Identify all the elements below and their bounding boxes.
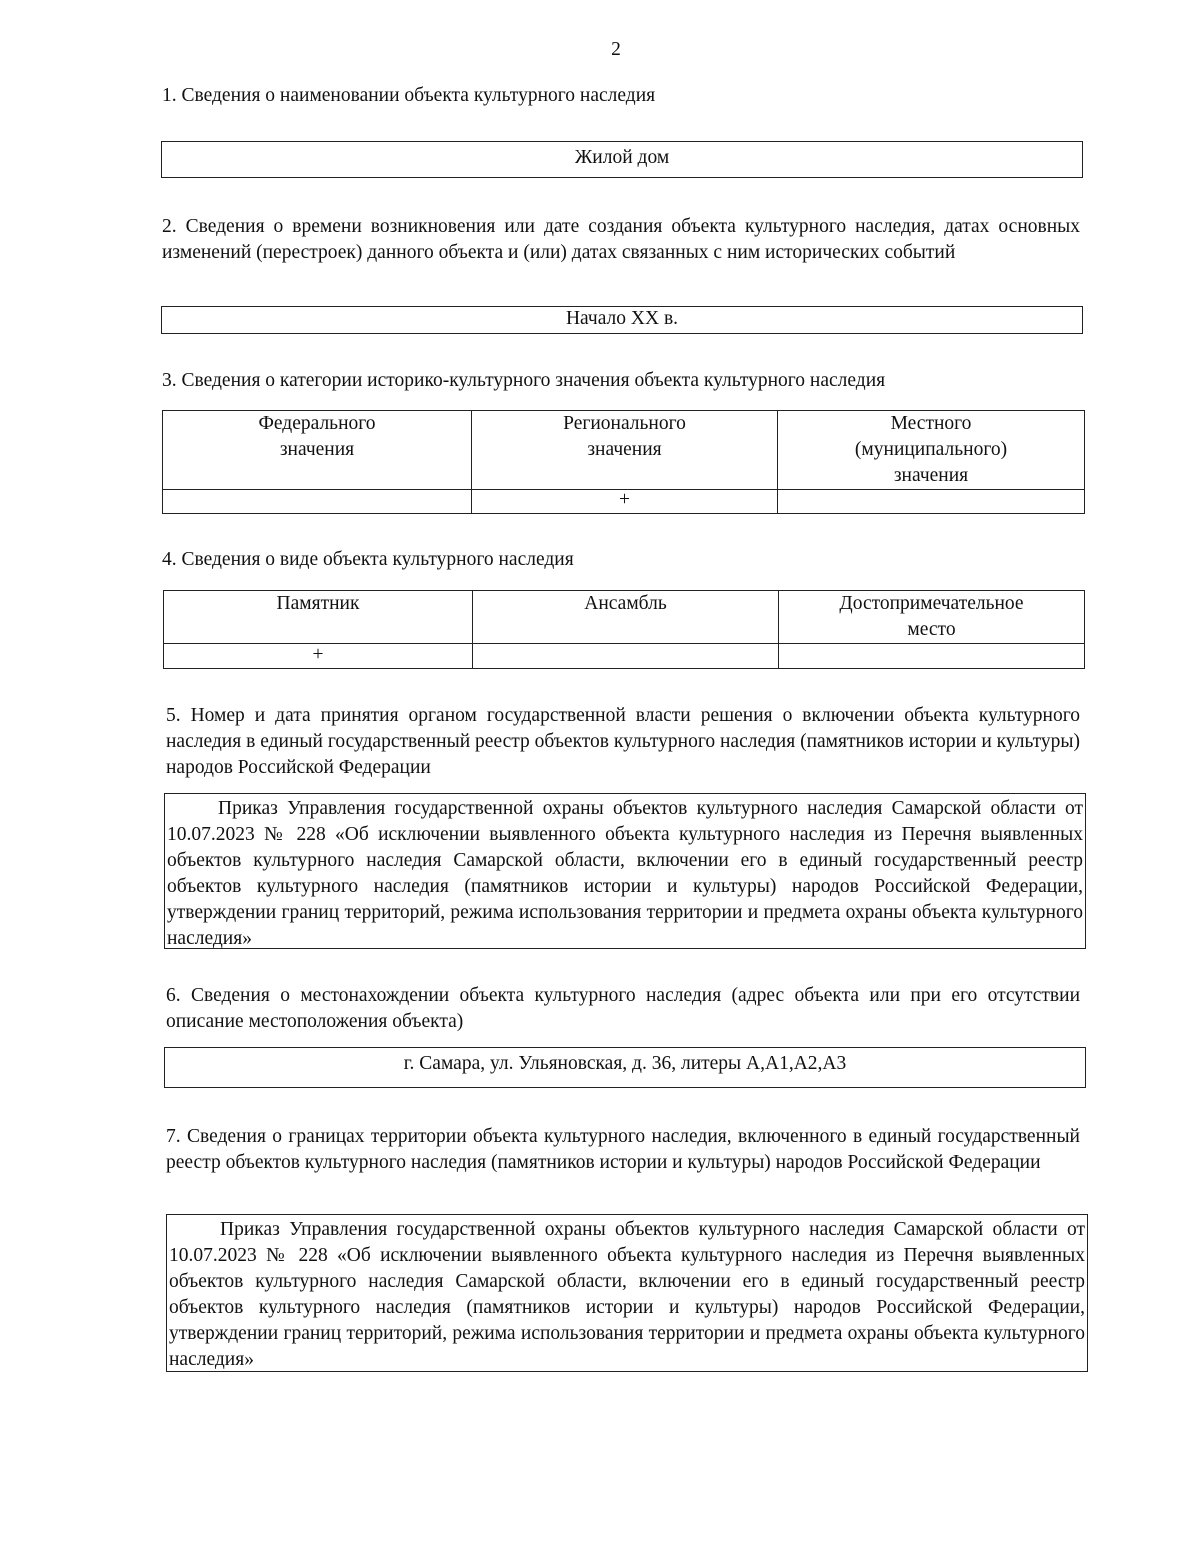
type-landmark-mark bbox=[779, 644, 1085, 669]
address-value: г. Самара, ул. Ульяновская, д. 36, литеры А,А1,А2,А3 bbox=[403, 1053, 847, 1074]
type-ensemble-mark bbox=[473, 644, 779, 669]
category-local-header: Местного (муниципального) значения bbox=[778, 411, 1085, 490]
section-7-heading: 7. Сведения о границах территории объекта культурного наследия, включенного в единый государственный реестр объектов культурного наследия (памятников истории и культуры) народов Российской Федерации bbox=[166, 1126, 1080, 1173]
type-monument-mark: + bbox=[164, 644, 473, 669]
section-7-value-box: Приказ Управления государственной охраны объектов культурного наследия Самарской области от 10.07.2023 № 228 «Об исключении выявленного объекта культурного наследия из Перечня выявленных объектов культурного наследия Самарской области, включении его в единый государственный реестр объектов культурного наследия (памятников истории и культуры) народов Российской Федерации, утверждении границ территорий, режима использования территории и предмета охраны объекта культурного наследия» bbox=[166, 1214, 1088, 1372]
section-4-heading: 4. Сведения о виде объекта культурного наследия bbox=[162, 549, 574, 570]
section-6-heading: 6. Сведения о местонахождении объекта культурного наследия (адрес объекта или при его отсутствии описание местоположения объекта) bbox=[166, 985, 1080, 1032]
category-regional-mark: + bbox=[472, 490, 778, 514]
type-ensemble-header: Ансамбль bbox=[473, 591, 779, 644]
creation-date-value: Начало XX в. bbox=[565, 308, 679, 329]
section-1-heading: 1. Сведения о наименовании объекта культурного наследия bbox=[162, 85, 656, 106]
type-landmark-header: Достопримечательное место bbox=[779, 591, 1085, 644]
category-federal-header: Федерального значения bbox=[163, 411, 472, 490]
category-table bbox=[162, 410, 1085, 514]
page-number: 2 bbox=[611, 39, 621, 60]
section-5-value-box: Приказ Управления государственной охраны объектов культурного наследия Самарской области от 10.07.2023 № 228 «Об исключении выявленного объекта культурного наследия из Перечня выявленных объектов культурного наследия Самарской области, включении его в единый государственный реестр объектов культурного наследия (памятников истории и культуры) народов Российской Федерации, утверждении границ территорий, режима использования территории и предмета охраны объекта культурного наследия» bbox=[164, 793, 1086, 949]
section-6-value-box bbox=[164, 1047, 1086, 1088]
section-5-heading: 5. Номер и дата принятия органом государственной власти решения о включении объекта культурного наследия в единый государственный реестр объектов культурного наследия (памятников истории и культуры) народов Российской Федерации bbox=[166, 705, 1080, 778]
object-name-value: Жилой дом bbox=[574, 147, 670, 168]
section-2-value-box bbox=[161, 306, 1083, 334]
category-regional-header: Регионального значения bbox=[472, 411, 778, 490]
category-local-mark bbox=[778, 490, 1085, 514]
section-1-value-box bbox=[161, 141, 1083, 178]
type-table bbox=[163, 590, 1085, 669]
category-federal-mark bbox=[163, 490, 472, 514]
section-2-heading: 2. Сведения о времени возникновения или дате создания объекта культурного наследия, датах основных изменений (перестроек) данного объекта и (или) датах связанных с ним исторических событий bbox=[162, 216, 1080, 263]
type-monument-header: Памятник bbox=[164, 591, 473, 644]
section-3-heading: 3. Сведения о категории историко-культурного значения объекта культурного наследия bbox=[162, 370, 886, 391]
